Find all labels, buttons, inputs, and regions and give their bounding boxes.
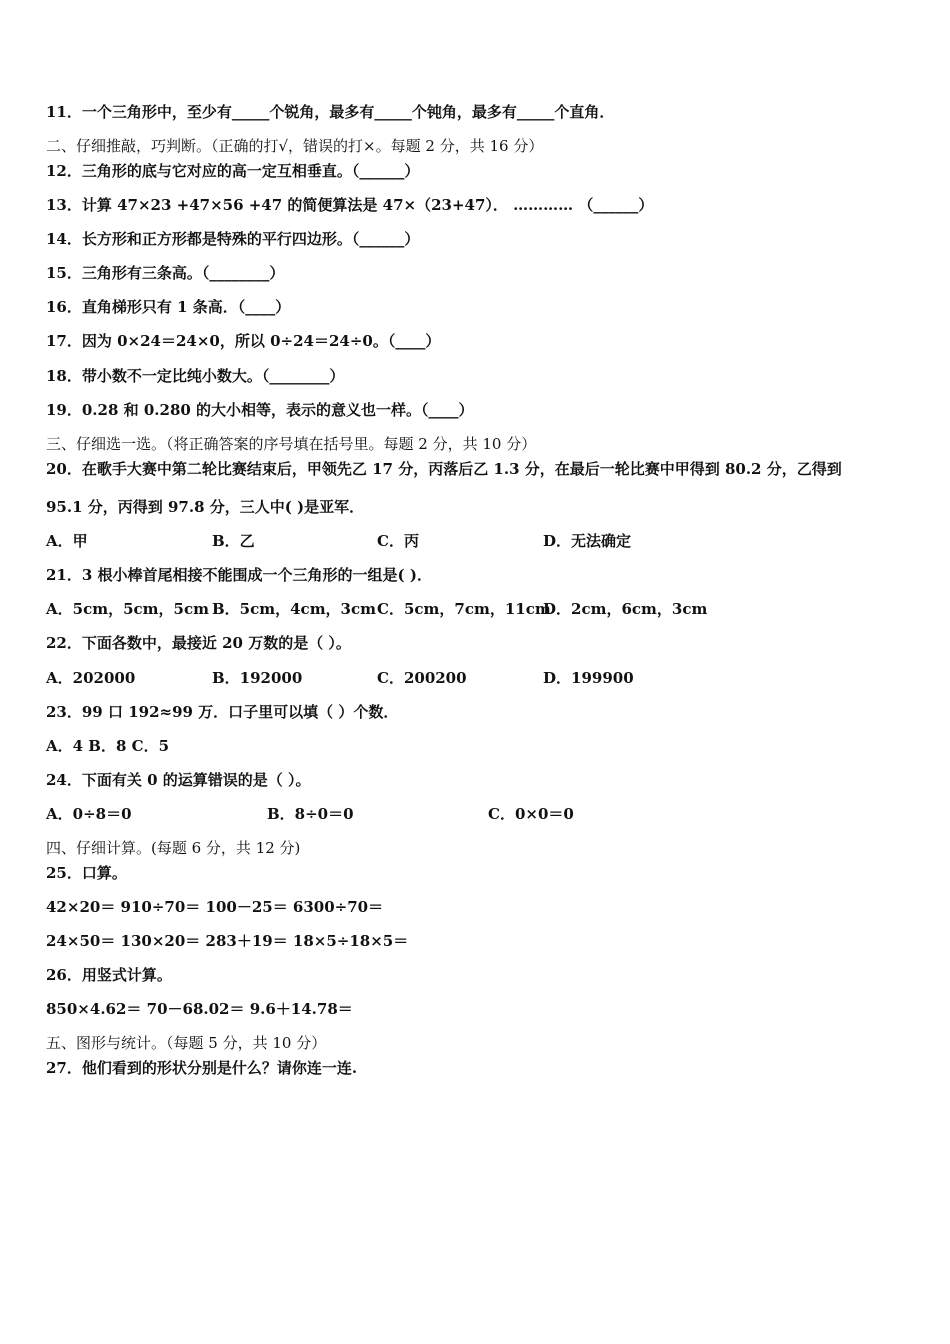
question-19: 19．0.28 和 0.280 的大小相等，表示的意义也一样。（____）: [46, 401, 474, 419]
q26-row-1: 850×4.62＝ 70－68.02＝ 9.6＋14.78＝: [46, 1000, 353, 1018]
q24-option-a: A．0÷8＝0: [46, 805, 132, 823]
q21-option-c: C．5cm，7cm，11cm: [377, 600, 551, 618]
q25-row-2: 24×50＝ 130×20＝ 283＋19＝ 18×5÷18×5＝: [46, 932, 409, 950]
section-3-heading: 三、仔细选一选。（将正确答案的序号填在括号里。每题 2 分，共 10 分）: [46, 435, 537, 453]
question-22: 22．下面各数中，最接近 20 万数的是（ ）。: [46, 634, 351, 652]
question-24: 24．下面有关 0 的运算错误的是（ ）。: [46, 771, 311, 789]
section-5-heading: 五、图形与统计。（每题 5 分，共 10 分）: [46, 1034, 327, 1052]
question-23: 23．99 口 192≈99 万．口子里可以填（ ）个数．: [46, 703, 399, 721]
question-21: 21．3 根小棒首尾相接不能围成一个三角形的一组是( )．: [46, 566, 432, 584]
q20-option-d: D．无法确定: [543, 532, 632, 550]
question-17: 17．因为 0×24＝24×0，所以 0÷24＝24÷0。（____）: [46, 332, 441, 350]
q24-option-b: B．8÷0＝0: [267, 805, 354, 823]
section-2-heading: 二、仔细推敲，巧判断。（正确的打√，错误的打×。每题 2 分，共 16 分）: [46, 137, 544, 155]
q20-option-b: B．乙: [212, 532, 255, 550]
question-27: 27．他们看到的形状分别是什么？请你连一连.: [46, 1059, 358, 1077]
q23-options: A．4 B．8 C．5: [46, 737, 170, 755]
question-12: 12．三角形的底与它对应的高一定互相垂直。（______）: [46, 162, 420, 180]
q21-option-a: A．5cm，5cm，5cm: [46, 600, 209, 618]
question-13: 13．计算 47×23 +47×56 +47 的简便算法是 47×（23+47）． ………… （______）: [46, 196, 654, 214]
question-11: 11．一个三角形中，至少有_____个锐角，最多有_____个钝角，最多有_____个直角．: [46, 103, 615, 121]
q20-option-c: C．丙: [377, 532, 419, 550]
question-25: 25．口算。: [46, 864, 127, 882]
q20-option-a: A．甲: [46, 532, 88, 550]
q22-option-b: B．192000: [212, 669, 303, 687]
q24-option-c: C．0×0＝0: [488, 805, 574, 823]
question-16: 16．直角梯形只有 1 条高．（____）: [46, 298, 291, 316]
question-15: 15．三角形有三条高。（________）: [46, 264, 285, 282]
question-18: 18．带小数不一定比纯小数大。（________）: [46, 367, 345, 385]
question-26: 26．用竖式计算。: [46, 966, 172, 984]
q21-option-d: D．2cm，6cm，3cm: [543, 600, 708, 618]
section-4-heading: 四、仔细计算。(每题 6 分，共 12 分): [46, 839, 301, 857]
question-20-line-1: 20．在歌手大赛中第二轮比赛结束后，甲领先乙 17 分，丙落后乙 1.3 分，在最后一轮比赛中甲得到 80.2 分，乙得到: [46, 460, 842, 478]
q22-option-d: D．199900: [543, 669, 634, 687]
q21-option-b: B．5cm，4cm，3cm: [212, 600, 377, 618]
q22-option-c: C．200200: [377, 669, 467, 687]
question-20-line-2: 95.1 分，丙得到 97.8 分，三人中( )是亚军．: [46, 498, 365, 516]
question-14: 14．长方形和正方形都是特殊的平行四边形。（______）: [46, 230, 420, 248]
q25-row-1: 42×20＝ 910÷70＝ 100－25＝ 6300÷70＝: [46, 898, 384, 916]
q22-option-a: A．202000: [46, 669, 136, 687]
